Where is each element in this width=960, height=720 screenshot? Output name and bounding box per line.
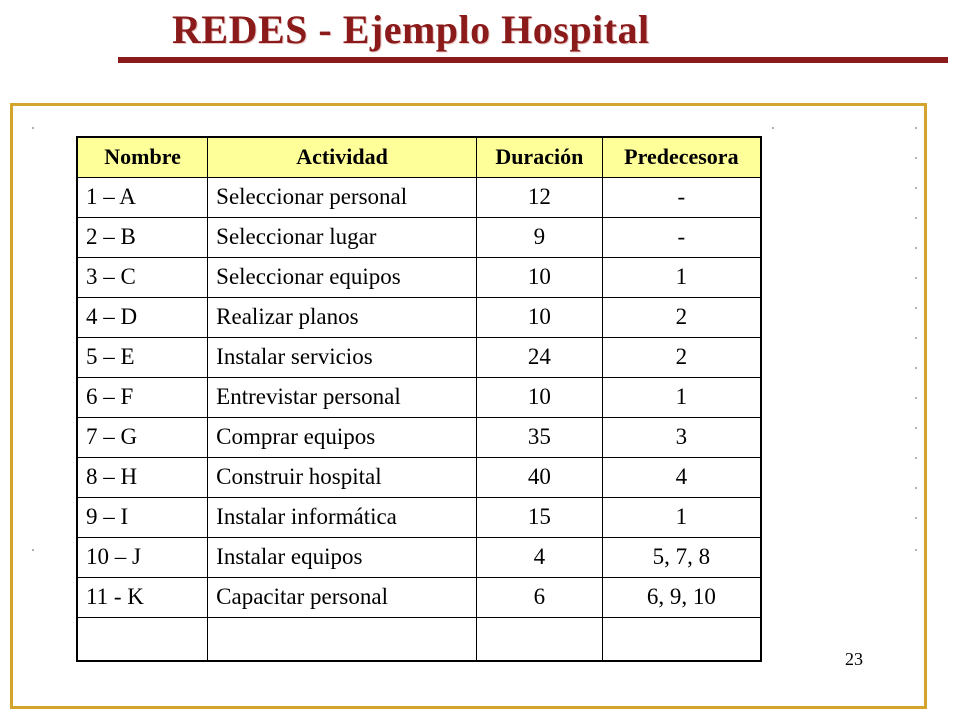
right-dot-marker (915, 517, 917, 519)
right-dot-marker (915, 127, 917, 129)
cell-nombre: 8 – H (77, 457, 208, 497)
cell-nombre: 7 – G (77, 417, 208, 457)
right-dot-marker (915, 427, 917, 429)
table-row (77, 417, 761, 457)
right-dot-marker (915, 397, 917, 399)
right-dot-marker (915, 307, 917, 309)
cell-actividad: Realizar planos (208, 297, 477, 337)
cell-duracion: 15 (476, 497, 602, 537)
cell-nombre: 4 – D (77, 297, 208, 337)
title-underline (118, 57, 948, 63)
cell-nombre: 10 – J (77, 537, 208, 577)
cell-predecesora: 1 (602, 257, 761, 297)
right-dot-marker (915, 367, 917, 369)
cell-predecesora: - (602, 177, 761, 217)
cell-predecesora: 4 (602, 457, 761, 497)
table-row (77, 577, 761, 617)
cell-predecesora: 2 (602, 337, 761, 377)
table-row (77, 257, 761, 297)
left-dot-marker (32, 127, 34, 129)
cell-actividad: Construir hospital (208, 457, 477, 497)
table-row (77, 457, 761, 497)
cell-nombre: 6 – F (77, 377, 208, 417)
header-duracion: Duración (476, 137, 602, 177)
left-dot-marker (32, 549, 34, 551)
cell-duracion: 35 (476, 417, 602, 457)
cell-empty (77, 617, 208, 661)
cell-predecesora: 1 (602, 377, 761, 417)
right-dot-marker (915, 549, 917, 551)
slide-title: REDES - Ejemplo Hospital (172, 7, 650, 52)
right-dot-marker (915, 217, 917, 219)
right-dot-marker (915, 337, 917, 339)
table-row (77, 177, 761, 217)
table-row (77, 217, 761, 257)
cell-actividad: Seleccionar personal (208, 177, 477, 217)
table-row (77, 297, 761, 337)
right-dot-marker (915, 457, 917, 459)
table-row (77, 337, 761, 377)
cell-duracion: 4 (476, 537, 602, 577)
cell-actividad: Instalar informática (208, 497, 477, 537)
cell-predecesora: 3 (602, 417, 761, 457)
mid-dot-marker (772, 127, 774, 129)
table-row (77, 497, 761, 537)
right-dot-marker (915, 157, 917, 159)
cell-actividad: Instalar servicios (208, 337, 477, 377)
cell-empty (602, 617, 761, 661)
right-dot-marker (915, 247, 917, 249)
activities-table (76, 136, 762, 662)
table-row (77, 537, 761, 577)
table-empty-row (77, 617, 761, 661)
cell-actividad: Entrevistar personal (208, 377, 477, 417)
cell-nombre: 2 – B (77, 217, 208, 257)
cell-duracion: 12 (476, 177, 602, 217)
cell-nombre: 3 – C (77, 257, 208, 297)
cell-actividad: Seleccionar lugar (208, 217, 477, 257)
cell-duracion: 9 (476, 217, 602, 257)
page-number: 23 (845, 649, 863, 669)
cell-actividad: Instalar equipos (208, 537, 477, 577)
cell-duracion: 6 (476, 577, 602, 617)
header-predecesora: Predecesora (602, 137, 761, 177)
cell-nombre: 11 - K (77, 577, 208, 617)
right-dot-marker (915, 277, 917, 279)
right-dot-marker (915, 487, 917, 489)
cell-predecesora: - (602, 217, 761, 257)
cell-predecesora: 2 (602, 297, 761, 337)
cell-nombre: 1 – A (77, 177, 208, 217)
cell-empty (476, 617, 602, 661)
cell-actividad: Seleccionar equipos (208, 257, 477, 297)
cell-predecesora: 6, 9, 10 (602, 577, 761, 617)
cell-empty (208, 617, 477, 661)
cell-duracion: 10 (476, 297, 602, 337)
right-dot-marker (915, 187, 917, 189)
cell-duracion: 24 (476, 337, 602, 377)
cell-nombre: 5 – E (77, 337, 208, 377)
cell-nombre: 9 – I (77, 497, 208, 537)
table-header-row (77, 137, 761, 177)
cell-duracion: 40 (476, 457, 602, 497)
header-actividad: Actividad (208, 137, 477, 177)
table-row (77, 377, 761, 417)
cell-duracion: 10 (476, 377, 602, 417)
cell-predecesora: 1 (602, 497, 761, 537)
cell-actividad: Comprar equipos (208, 417, 477, 457)
cell-predecesora: 5, 7, 8 (602, 537, 761, 577)
cell-actividad: Capacitar personal (208, 577, 477, 617)
cell-duracion: 10 (476, 257, 602, 297)
header-nombre: Nombre (77, 137, 208, 177)
